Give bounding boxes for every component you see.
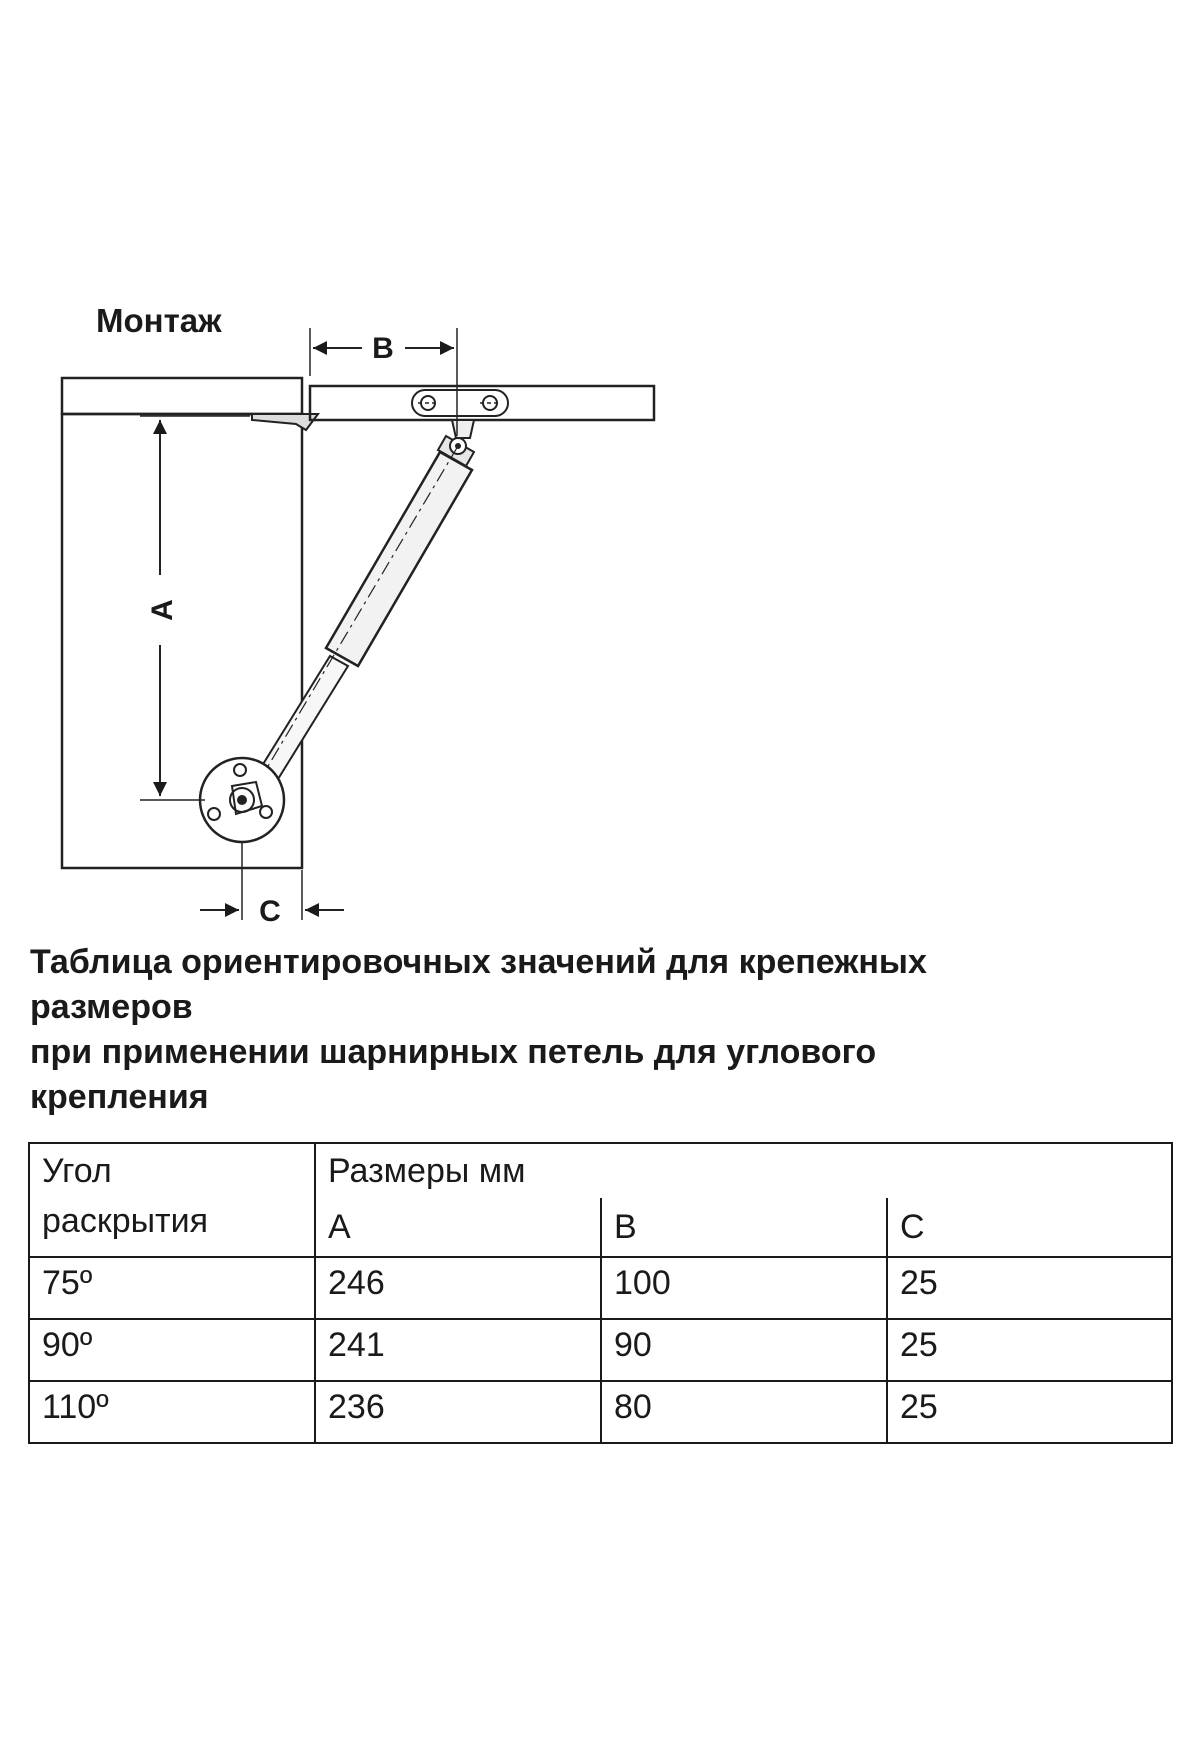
dim-label-a: A	[146, 599, 179, 621]
gas-strut-icon	[245, 436, 474, 805]
heading-line-4: крепления	[30, 1078, 209, 1116]
table-row	[29, 1381, 1172, 1443]
cell-b: 90	[601, 1319, 887, 1381]
table-header-row-1	[29, 1143, 1172, 1198]
cell-angle: 75º	[29, 1257, 315, 1319]
dimension-c	[200, 842, 344, 928]
cabinet-top-panel	[62, 378, 302, 414]
cell-a: 241	[315, 1319, 601, 1381]
table-heading	[30, 940, 1170, 1120]
cell-a: 236	[315, 1381, 601, 1443]
table-row	[29, 1319, 1172, 1381]
dimension-a	[140, 416, 250, 800]
cell-b: 80	[601, 1381, 887, 1443]
heading-line-2: размеров	[30, 988, 193, 1026]
cell-c: 25	[887, 1381, 1172, 1443]
header-sub-a: A	[315, 1198, 601, 1257]
base-plate-icon	[200, 758, 284, 842]
dimensions-table	[28, 1142, 1173, 1444]
header-angle-line-1: Угол	[42, 1152, 112, 1190]
diagram-title: Монтаж	[96, 302, 222, 339]
dim-label-b: B	[372, 332, 394, 365]
cell-c: 25	[887, 1319, 1172, 1381]
header-dims-cell: Размеры мм	[315, 1143, 1172, 1198]
dim-label-c: C	[259, 895, 281, 928]
heading-line-3: при применении шарнирных петель для углового	[30, 1033, 877, 1071]
header-angle-cell	[29, 1143, 315, 1257]
header-sub-b: B	[601, 1198, 887, 1257]
cell-b: 100	[601, 1257, 887, 1319]
table-row	[29, 1257, 1172, 1319]
cell-angle: 90º	[29, 1319, 315, 1381]
header-sub-c: C	[887, 1198, 1172, 1257]
hinge-icon	[252, 414, 318, 430]
header-angle-line-2: раскрытия	[42, 1202, 209, 1240]
cell-angle: 110º	[29, 1381, 315, 1443]
heading-line-1: Таблица ориентировочных значений для крепежных	[30, 943, 927, 981]
cell-a: 246	[315, 1257, 601, 1319]
cell-c: 25	[887, 1257, 1172, 1319]
